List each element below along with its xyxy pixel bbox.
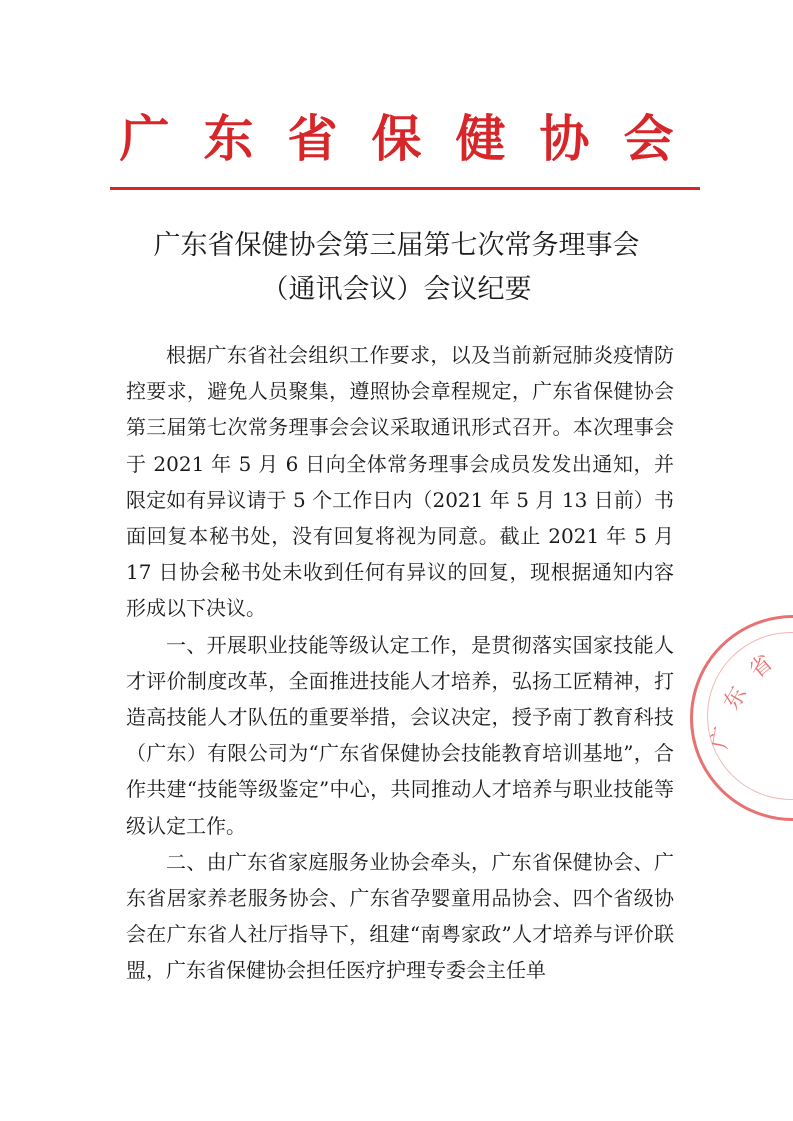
organization-header: 广东省保健协会 [119, 109, 708, 168]
document-title-line-2: （通讯会议）会议纪要 [261, 274, 532, 305]
document-body [126, 337, 674, 989]
official-seal-inner-ring [707, 632, 793, 800]
header-red-rule [110, 187, 700, 190]
document-title [0, 224, 793, 312]
official-seal-stamp [690, 615, 793, 821]
seal-character: 东 [719, 682, 753, 715]
seal-character: 省 [744, 650, 778, 684]
document-title-line-1: 广东省保健协会第三届第七次常务理事会 [153, 230, 640, 261]
seal-character: 广 [707, 724, 737, 751]
body-paragraph-resolution-1: 一、开展职业技能等级认定工作，是贯彻落实国家技能人才评价制度改革，全面推进技能人才培养，弘扬工匠精神，打造高技能人才队伍的重要举措，会议决定，授予南丁教育科技（广东）有限公司为“广东省保健协会技能教育培训基地”，合作共建“技能等级鉴定”中心，共同推动人才培养与职业技能等级认定工作。 [126, 632, 674, 838]
body-paragraph-resolution-2: 二、由广东省家庭服务业协会牵头，广东省保健协会、广东省居家养老服务协会、广东省孕婴童用品协会、四个省级协会在广东省人社厅指导下，组建“南粤家政”人才培养与评价联盟，广东省保健协会担任医疗护理专委会主任单 [126, 849, 674, 983]
body-paragraph-intro: 根据广东省社会组织工作要求，以及当前新冠肺炎疫情防控要求，避免人员聚集，遵照协会章程规定，广东省保健协会第三届第七次常务理事会会议采取通讯形式召开。本次理事会于 2021 年 5 月 6 日向全体常务理事会成员发发出通知，并限定如有异议请于 5 个工作日内（2021 年 5 月 13 日前）书面回复本秘书处，没有回复将视为同意。截止 2021 年 5 月 17 日协会秘书处未收到任何有异议的回复，现根据通知内容形成以下决议。 [126, 343, 674, 621]
